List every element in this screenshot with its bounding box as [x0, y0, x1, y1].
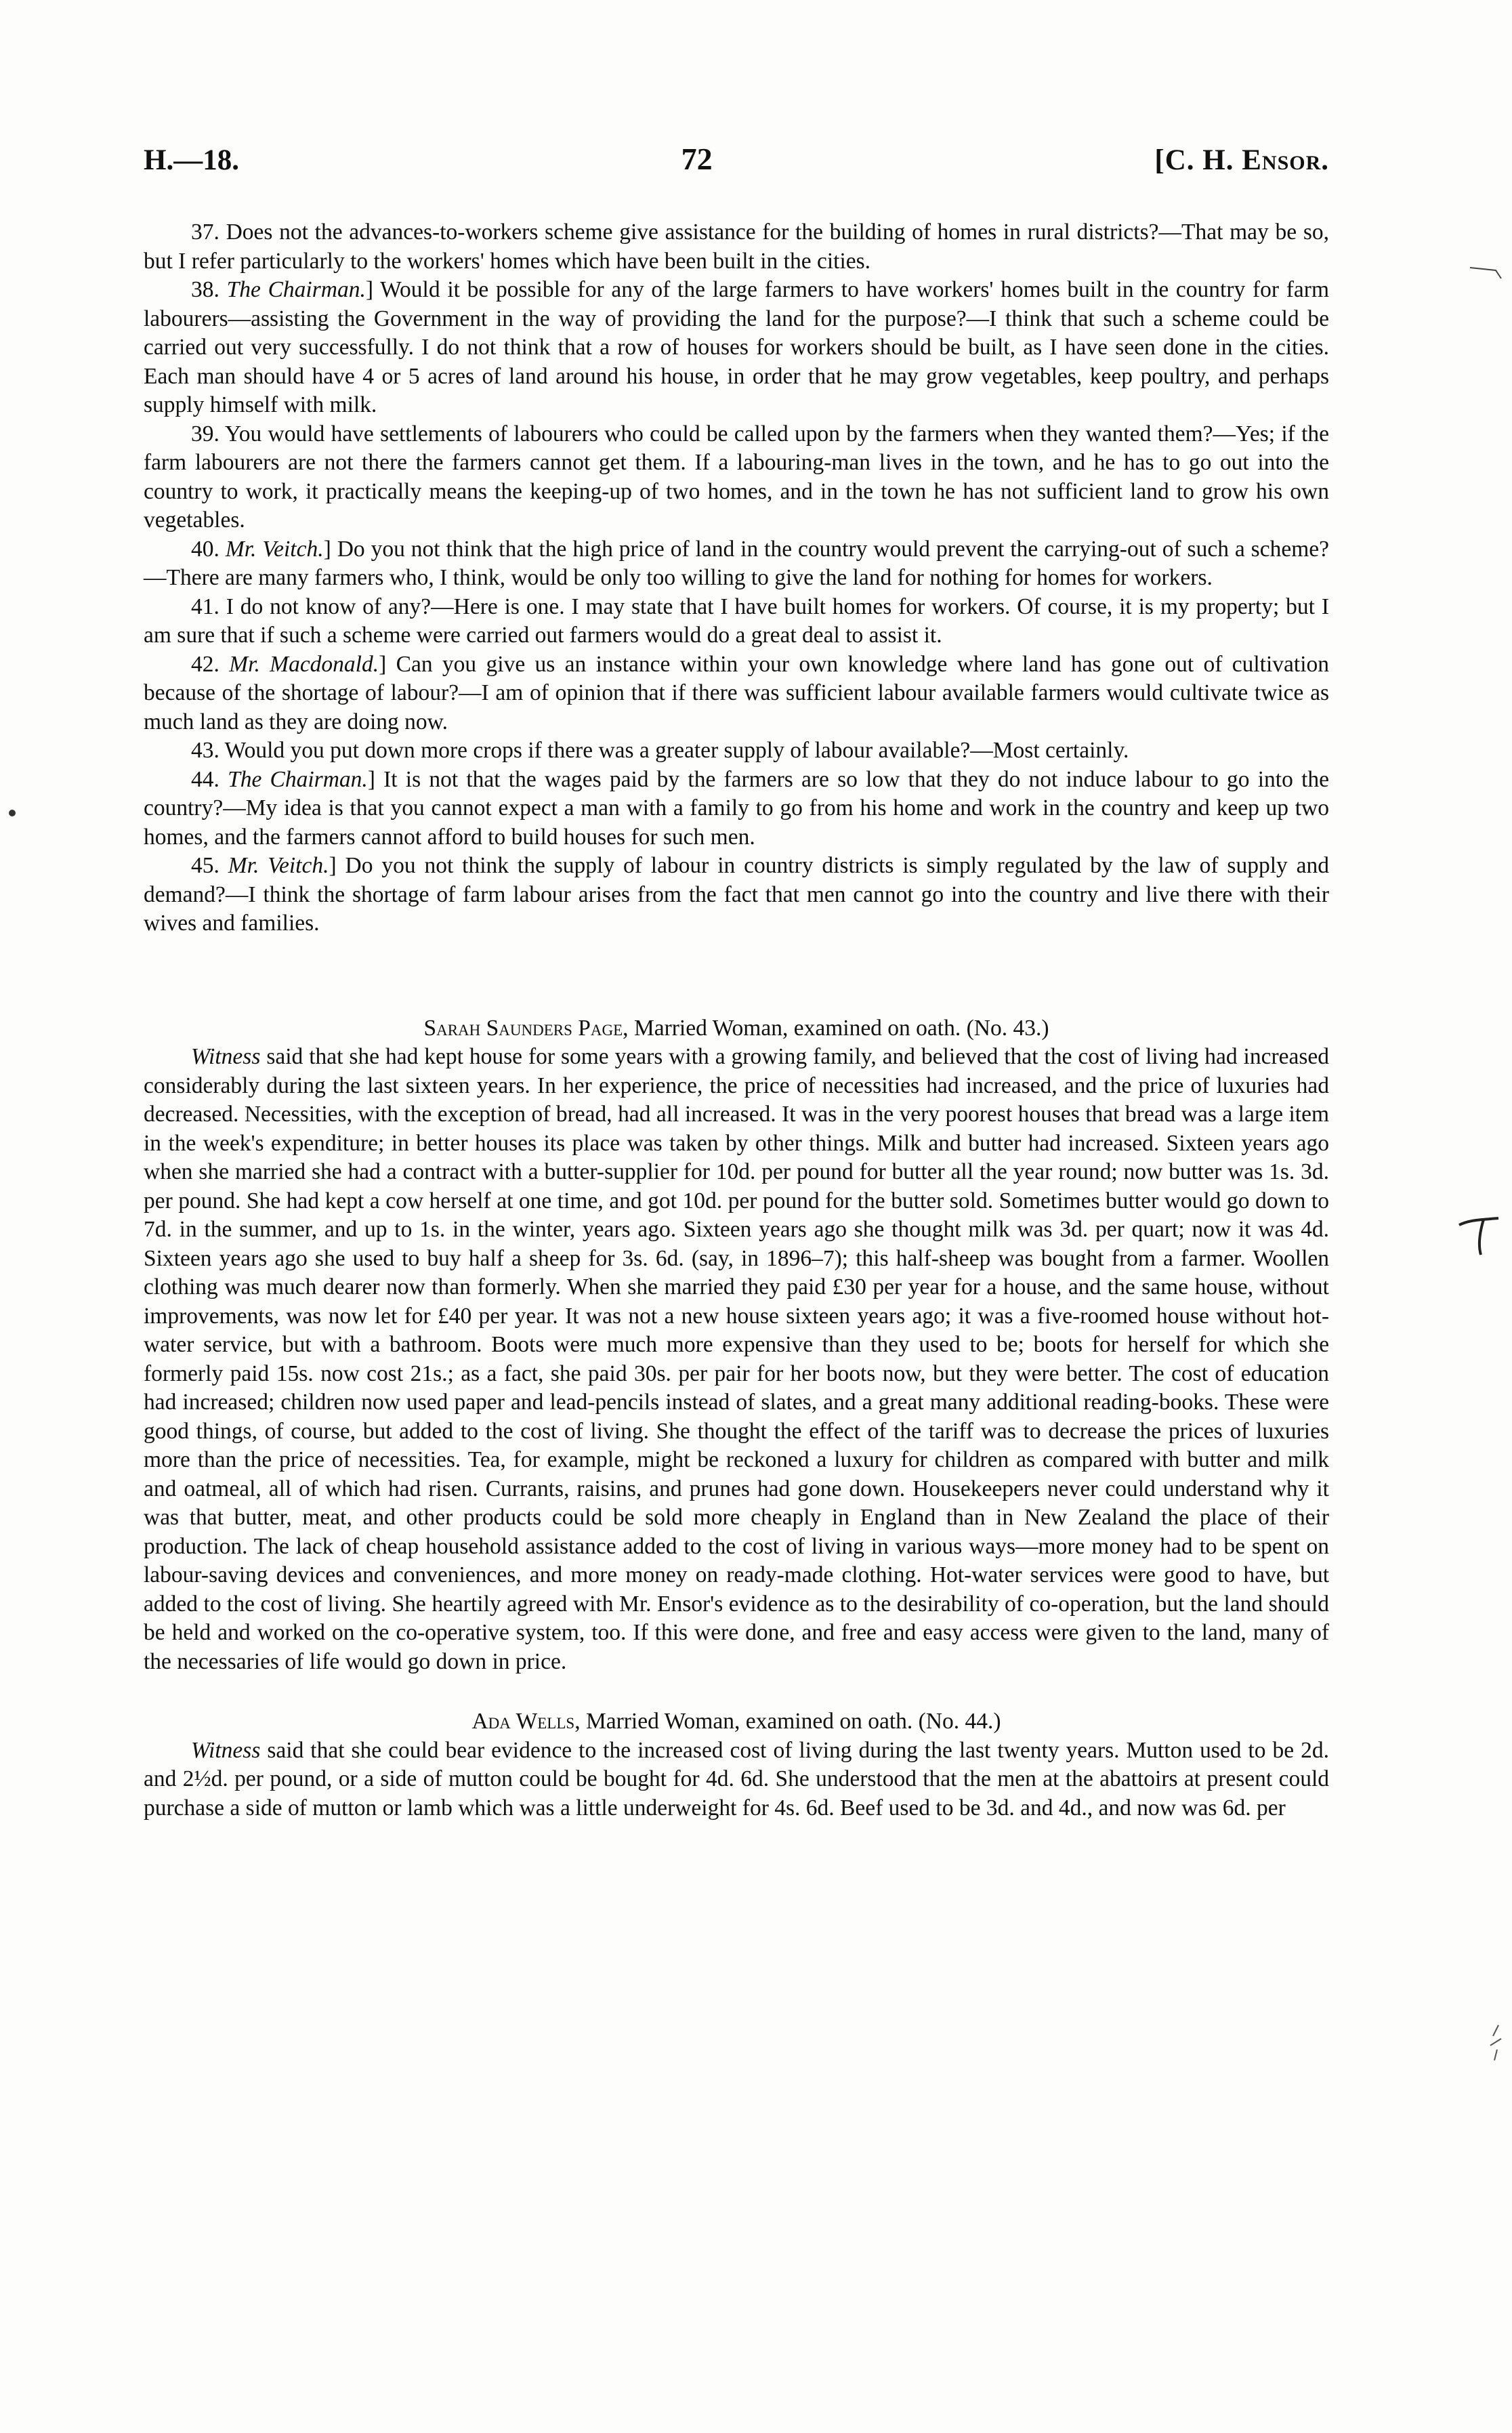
question-paragraph: 41. I do not know of any?—Here is one. I may state that I have built homes for workers. Of course, it is my property; but I am sure that if such a scheme were carried out farmers would do a great deal to assist it.: [144, 594, 1330, 648]
margin-scratch-mark: [1456, 1213, 1504, 1260]
witness-heading: Ada Wells, Married Woman, examined on oath. (No. 44.): [471, 1709, 1001, 1734]
witness-number: (No. 44.): [918, 1709, 1001, 1734]
witness-statement: Witness said that she had kept house for some years with a growing family, and believed that the cost of living had increased considerably during the last sixteen years. In her experience, the price of necessities had increased, and the price of luxuries had decreased. Necessities, with the exception of bread, had all increased. It was in the very poorest houses that bread was a large item in the week's expenditure; in better houses its place was taken by other things. Milk and butter had increased. Sixteen years ago when she married she had a contract with a butter-supplier for 10d. per pound for butter all the year round; now butter was 1s. 3d. per pound. She had kept a cow herself at one time, and got 10d. per pound for the butter sold. Sometimes butter would go down to 7d. in the summer, and up to 1s. in the winter, years ago. Sixteen years ago she thought milk was 3d. per quart; now it was 4d. Sixteen years ago she used to buy half a sheep for 3s. 6d. (say, in 1896–7); this half-sheep was bought from a farmer. Woollen clothing was much dearer now than formerly. When she married they paid £30 per year for a house, and the same house, without improvements, was now let for £40 per year. It was not a new house sixteen years ago; it was a five-roomed house without hot-water service, but with a bathroom. Boots were much more expensive than they used to be; boots for herself for which she formerly paid 15s. now cost 21s.; as a fact, she paid 30s. per pair for her boots now, but they were better. The cost of education had increased; children now used paper and lead-pencils instead of slates, and a great many additional reading-books. These were good things, of course, but added to the cost of living. She thought the effect of the tariff was to decrease the prices of luxuries more than the price of necessities. Tea, for example, might be reckoned a luxury for children as compared with butter and milk and oatmeal, all of which had risen. Currants, raisins, and prunes had gone down. Housekeepers never could understand why it was that butter, meat, and other products could be sold more cheaply in England than in New Zealand the place of their production. The lack of cheap household assistance added to the cost of living in various ways—more money had to be spent on labour-saving devices and conveniences, and more money on ready-made clothing. Hot-water services were good to have, but added to the cost of living. She heartily agreed with Mr. Ensor's evidence as to the desirability of co-operation, but the land should be held and worked on the co-operative system, too. If this were done, and free and easy access were given to the land, many of the necessaries of life would go down in price.: [144, 1044, 1330, 1674]
section-spacer: [144, 938, 1329, 1014]
margin-scratch-mark: [1469, 261, 1503, 288]
witness-name: Ada Wells,: [471, 1709, 581, 1734]
speaker-name: Mr. Veitch.: [228, 853, 329, 878]
question-paragraph: 38. The Chairman.] Would it be possible for any of the large farmers to have workers' homes built in the country for farm labourers—assisting the Government in the way of providing the land for the purpose?—I think that such a scheme could be carried out very successfully. I do not think that a row of houses for workers should be built, as I have seen done in the cities. Each man should have 4 or 5 acres of land around his house, in order that he may grow vegetables, keep poultry, and perhaps supply himself with milk.: [144, 277, 1330, 417]
question-paragraph: 39. You would have settlements of labourers who could be called upon by the farmers when they wanted them?—Yes; if the farm labourers are not there the farmers cannot get them. If a labouring-man lives in the town, and he has to go out into the country to work, it practically means the keeping-up of two homes, and in the town he has not sufficient land to grow his own vegetables.: [144, 421, 1329, 533]
document-reference: H.—18.: [144, 144, 239, 176]
speaker-name: Mr. Macdonald.: [229, 651, 379, 677]
margin-scratch-mark: [1485, 2022, 1509, 2063]
speaker-name: The Chairman.: [226, 277, 366, 302]
witness-statement: Witness said that she could bear evidence to the increased cost of living during the last twenty years. Mutton used to be 2d. and 2½d. per pound, or a side of mutton could be bought for 4d. 6d. She understood that the men at the abattoirs at present could purchase a side of mutton or lamb which was a little underweight for 4s. 6d. Beef used to be 3d. and 4d., and now was 6d. per: [144, 1737, 1329, 1821]
question-paragraph: 43. Would you put down more crops if there was a greater supply of labour available?—Most certainly.: [191, 738, 1129, 763]
question-paragraph: 42. Mr. Macdonald.] Can you give us an instance within your own knowledge where land has gone out of cultivation because of the shortage of labour?—I am of opinion that if there was sufficient labour available farmers would cultivate twice as much land as they are doing now.: [144, 651, 1330, 734]
question-paragraph: 45. Mr. Veitch.] Do you not think the supply of labour in country districts is simply regulated by the law of supply and demand?—I think the shortage of farm labour arises from the fact that men cannot go into the country and live there with their wives and families.: [144, 853, 1330, 936]
speaker-name: Mr. Veitch.: [225, 536, 324, 562]
witness-section-43: [144, 1014, 1329, 1677]
speaker-name: The Chairman.: [228, 766, 368, 792]
witness-section-44: [144, 1707, 1329, 1823]
running-head-witness: [C. H. Ensor.: [1154, 144, 1329, 176]
page-header: [144, 142, 1329, 178]
question-paragraph: 37. Does not the advances-to-workers scheme give assistance for the building of homes in rural districts?—That may be so, but I refer particularly to the workers' homes which have been built in the cities.: [144, 220, 1329, 274]
witness-name: Sarah Saunders Page,: [423, 1015, 629, 1041]
section-spacer: [144, 1676, 1329, 1707]
margin-dot: [5, 806, 19, 820]
witness-heading: Sarah Saunders Page, Married Woman, examined on oath. (No. 43.): [423, 1015, 1049, 1041]
witness-number: (No. 43.): [966, 1015, 1049, 1041]
question-list: [144, 218, 1329, 938]
question-paragraph: 40. Mr. Veitch.] Do you not think that the high price of land in the country would prevent the carrying-out of such a scheme?—There are many farmers who, I think, would be only too willing to give the land for nothing for homes for workers.: [144, 536, 1329, 590]
question-paragraph: 44. The Chairman.] It is not that the wages paid by the farmers are so low that they do not induce labour to go into the country?—My idea is that you cannot expect a man with a family to go from his home and work in the country and keep up two homes, and the farmers cannot afford to build houses for such men.: [144, 766, 1329, 850]
page-number: 72: [681, 142, 713, 176]
